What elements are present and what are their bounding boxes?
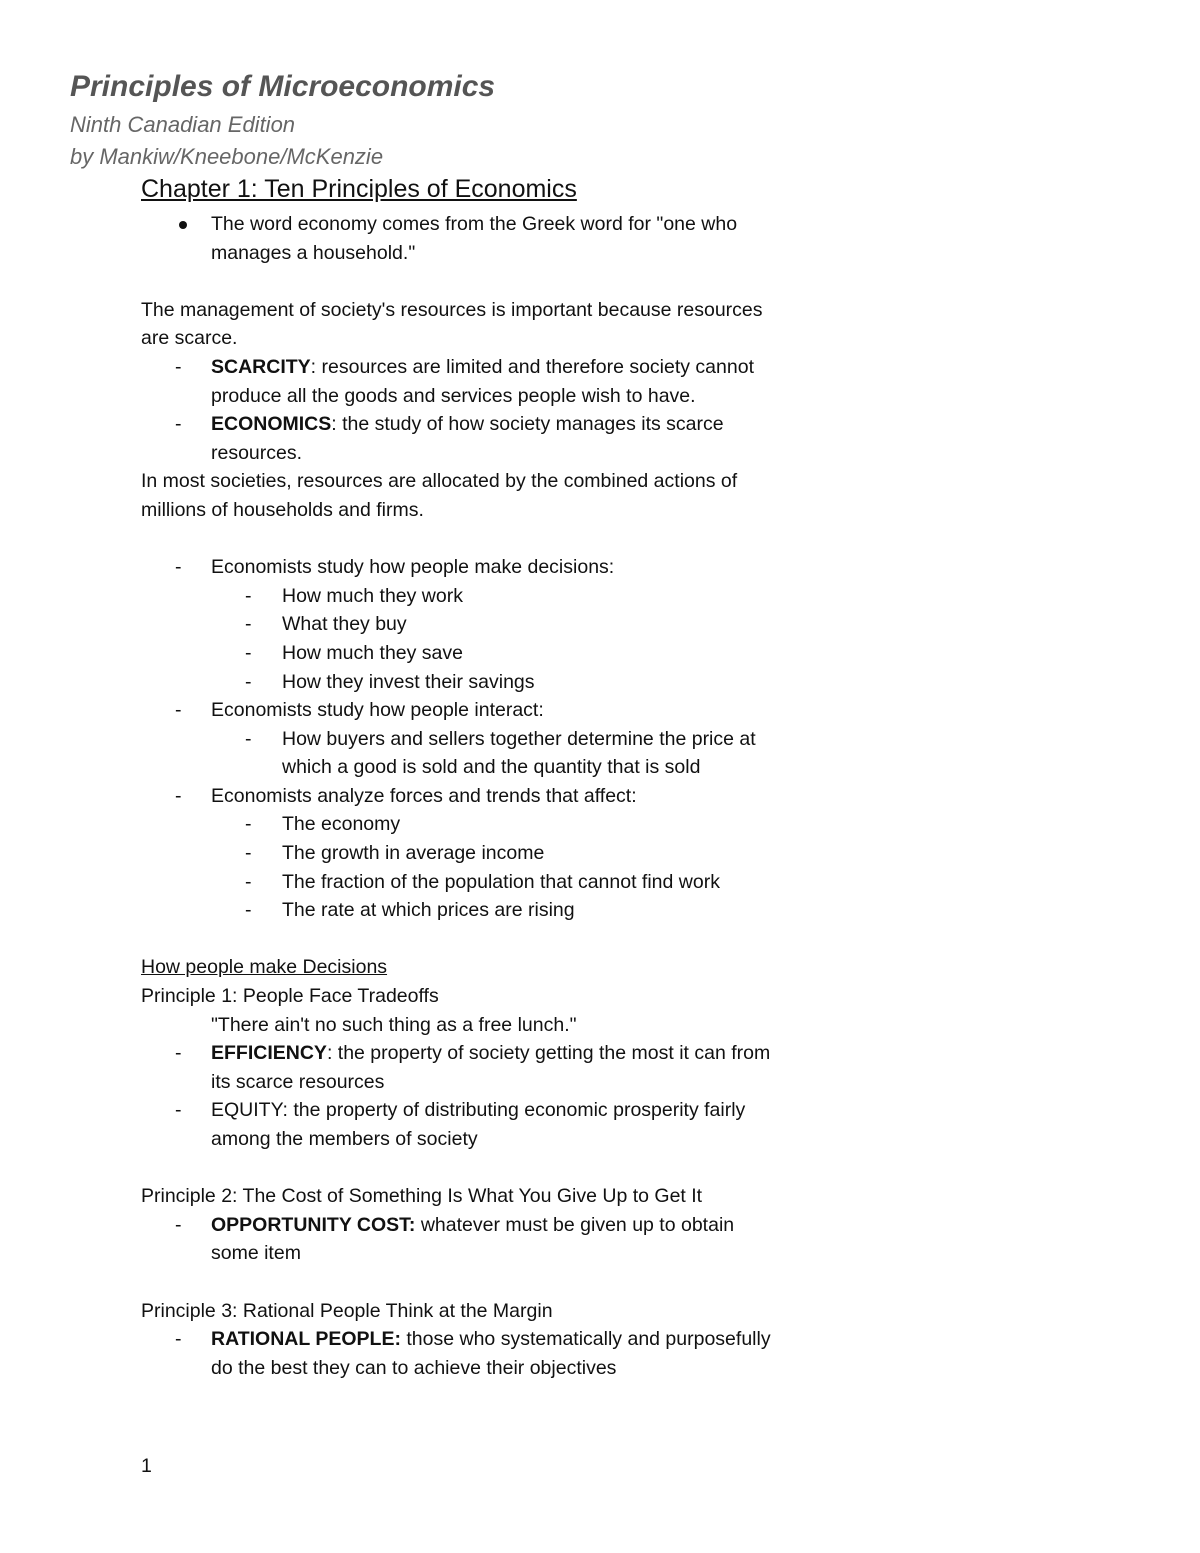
list-item: - Economists analyze forces and trends that affect:	[175, 784, 637, 807]
definition-rational-people: - RATIONAL PEOPLE: those who systematically and purposefully	[175, 1328, 771, 1351]
principle-2: Principle 2: The Cost of Something Is What You Give Up to Get It	[141, 1185, 703, 1208]
list-item: - Economists study how people interact:	[175, 699, 544, 722]
definition-efficiency: - EFFICIENCY: the property of society getting the most it can from	[175, 1042, 771, 1065]
list-item: - The economy	[245, 813, 401, 836]
document-body: The word economy comes from the Greek word for "one who manages a household." The management of society's resources is important because resources are scarce. - SCARCITY: resources are limited and therefore society cannot produce all the goods and services people wish to have. - ECONOMICS: the study of how society manages its scarce resources. In most societies, resources are allocated by the combined actions of millions of households and firms. - Economists study how people make decisions: - How much they work - What they buy - How much they save - How they invest their savings - Economists study how people interact: - How buyers and sellers together determine the price at which a good is sold and the quantity that is sold - Economists analyze forces and trends that affect: - The economy - The growth in average income - The fraction of the population that cannot find work - The rate at which prices are rising How people make Decisions Principle 1: People Face Tradeoffs "There ain't no such thing as a free lunch." - EFFICIENCY: the property of society getting the most it can from its scarce resources - EQUITY: the property of distributing economic prosperity fairly among the members of society Principle 2: The Cost of Something Is What You Give Up to Get It - OPPORTUNITY COST: whatever must be given up to obtain some item Principle 3: Rational People Think at the Margin - RATIONAL PEOPLE: those who systematically and purposefully do the best they can to achieve their objectives	[141, 210, 861, 1382]
list-item: - What they buy	[245, 613, 407, 636]
paragraph: The management of society's resources is important because resources	[141, 298, 763, 321]
list-item: The word economy comes from the Greek word for "one who	[141, 210, 861, 239]
list-item: - How they invest their savings	[245, 670, 535, 693]
document-edition: Ninth Canadian Edition	[70, 112, 296, 137]
definition-scarcity: - SCARCITY: resources are limited and therefore society cannot	[175, 355, 754, 378]
principle-1: Principle 1: People Face Tradeoffs	[141, 985, 439, 1008]
principle-3: Principle 3: Rational People Think at the Margin	[141, 1299, 553, 1322]
quote: "There ain't no such thing as a free lunch."	[211, 1013, 577, 1036]
list-item: - How much they save	[245, 641, 463, 664]
list-item: - How buyers and sellers together determine the price at	[245, 727, 756, 750]
section-heading: How people make Decisions	[141, 956, 388, 979]
bullet-icon	[179, 221, 187, 229]
document-authors: by Mankiw/Kneebone/McKenzie	[70, 144, 384, 169]
chapter-title: Chapter 1: Ten Principles of Economics	[141, 175, 577, 203]
list-item: - The fraction of the population that cannot find work	[245, 870, 720, 893]
page-number: 1	[141, 1455, 152, 1477]
definition-equity: - EQUITY: the property of distributing economic prosperity fairly	[175, 1099, 746, 1122]
definition-opportunity-cost: - OPPORTUNITY COST: whatever must be given up to obtain	[175, 1213, 735, 1236]
list-item: - Economists study how people make decisions:	[175, 556, 615, 579]
document-title: Principles of Microeconomics	[70, 70, 496, 103]
list-item: - How much they work	[245, 584, 463, 607]
list-item: - The growth in average income	[245, 842, 545, 865]
definition-economics: - ECONOMICS: the study of how society manages its scarce	[175, 413, 724, 436]
paragraph: In most societies, resources are allocated by the combined actions of	[141, 470, 738, 493]
list-item: - The rate at which prices are rising	[245, 899, 575, 922]
